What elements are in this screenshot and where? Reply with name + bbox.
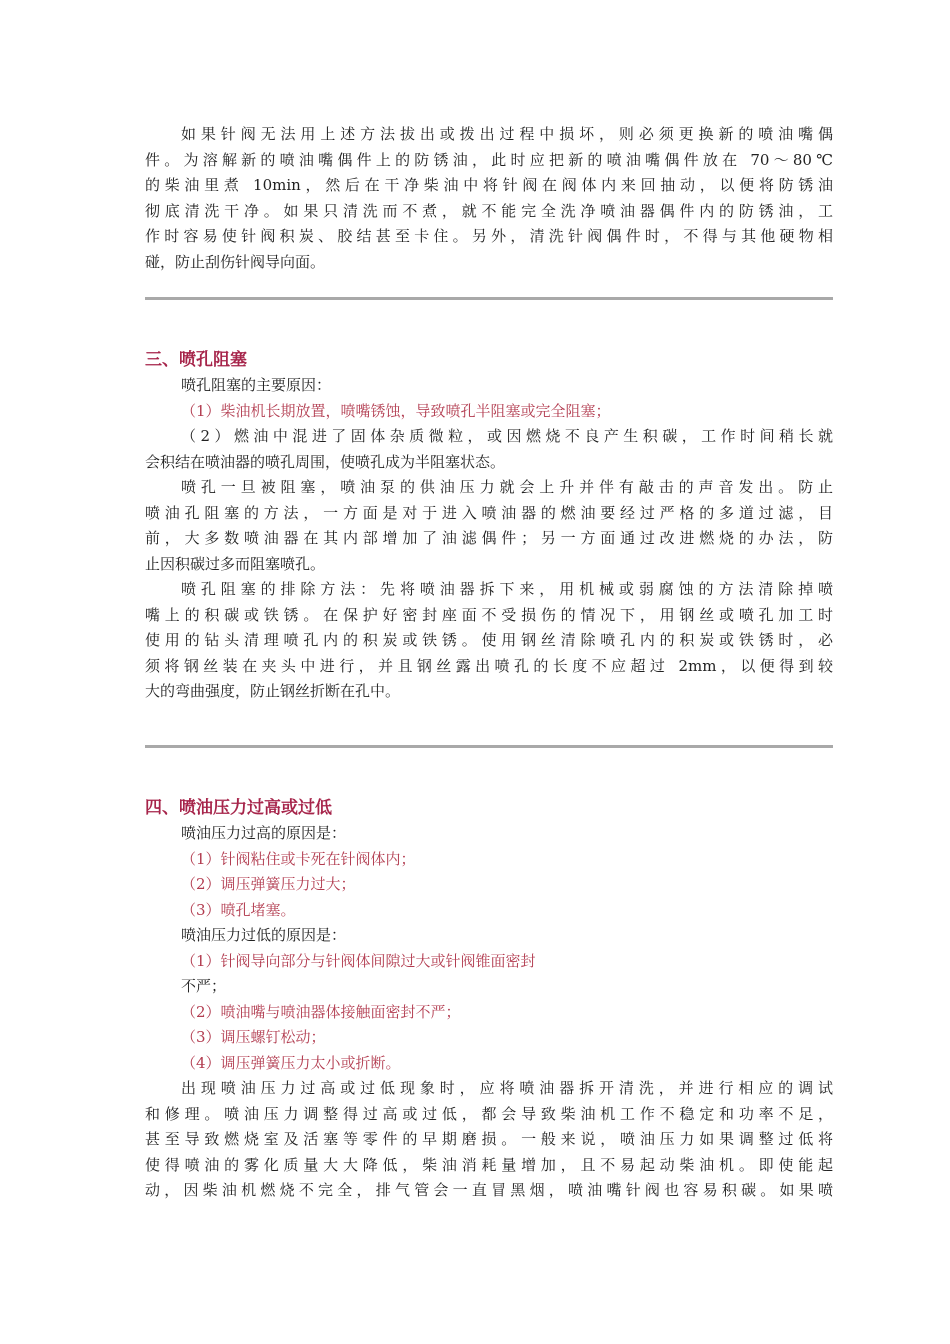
text-line: 前，大多数喷油器在其内部增加了油滤偶件；另一方面通过改进燃烧的办法，防 [145,529,833,547]
text-line: 动，因柴油机燃烧不完全，排气管会一直冒黑烟，喷油嘴针阀也容易积碳。如果喷 [145,1181,833,1199]
text-line: 止因积碳过多而阻塞喷孔。 [145,554,326,573]
section-heading: 三、喷孔阻塞 [145,350,247,370]
section-nozzle-blockage [145,347,833,705]
cause-item [145,424,833,450]
text-line: 彻底清洗干净。如果只清洗而不煮，就不能完全洗净喷油器偶件内的防锈油，工 [145,201,833,220]
cause-item: （1）针阀粘住或卡死在针阀体内； [181,849,416,868]
text-line: 喷孔一旦被阻塞，喷油泵的供油压力就会上升并伴有敲击的声音发出。防止 [181,478,833,496]
text-line: 使得喷油的雾化质量大大降低，柴油消耗量增加，且不易起动柴油机。即使能起 [145,1155,833,1174]
cause-text: （1）柴油机长期放置，喷嘴锈蚀，导致喷孔半阻塞或完全阻塞； [181,401,611,420]
text-line: 碰，防止刮伤针阀导向面。 [145,252,326,271]
cause-item: （1）针阀导向部分与针阀体间隙过大或针阀锥面密封 [181,951,536,970]
section-injection-pressure [145,795,833,1204]
text-line: 如果针阀无法用上述方法拔出或拨出过程中损坏，则必须更换新的喷油嘴偶 [181,125,833,143]
cause-item: （4）调压弹簧压力太小或折断。 [181,1053,401,1072]
text-line: 的柴油里煮 10min，然后在干净柴油中将针阀在阀体内来回抽动，以便将防锈油 [145,176,833,194]
text-line: 喷油压力过低的原因是： [181,926,347,944]
cause-item [145,399,833,425]
cause-item: （3）调压螺钉松动； [181,1028,326,1046]
paragraph-needle-valve [145,122,833,275]
text-line: 使用的钻头清理喷孔内的积炭或铁锈。使用钢丝清除喷孔内的积炭或铁锈时，必 [145,631,833,649]
text-line: 大的弯曲强度，防止钢丝折断在孔中。 [145,682,401,700]
cause-item: （3）喷孔堵塞。 [181,900,296,919]
section-heading: 四、喷油压力过高或过低 [145,798,332,818]
text-line: 会积结在喷油器的喷孔周围，使喷孔成为半阻塞状态。 [145,452,506,471]
text-line: 作时容易使针阀积炭、胶结甚至卡住。另外，清洗针阀偶件时，不得与其他硬物相 [145,227,833,245]
text-line: 嘴上的积碳或铁锈。在保护好密封座面不受损伤的情况下，用钢丝或喷孔加工时 [145,605,833,624]
text-line: 出现喷油压力过高或过低现象时，应将喷油器拆开清洗，并进行相应的调试 [181,1079,833,1097]
text-line: 喷油压力过高的原因是： [181,824,347,842]
cause-item: （2）调压弹簧压力过大； [181,875,356,893]
section-divider [145,745,833,748]
text-line: 喷孔阻塞的排除方法：先将喷油器拆下来，用机械或弱腐蚀的方法清除掉喷 [181,580,833,598]
section-divider [145,297,833,300]
text-line: 甚至导致燃烧室及活塞等零件的早期磨损。一般来说，喷油压力如果调整过低将 [145,1130,833,1148]
text-line: 件。为溶解新的喷油嘴偶件上的防锈油，此时应把新的喷油嘴偶件放在 70～80℃ [145,150,833,169]
text-line: 和修理。喷油压力调整得过高或过低，都会导致柴油机工作不稳定和功率不足， [145,1104,833,1123]
text-line: 不严； [181,977,227,995]
text-line: 喷孔阻塞的主要原因： [181,376,332,394]
cause-item: （2）喷油嘴与喷油器体接触面密封不严； [181,1002,461,1021]
text-line: 喷油孔阻塞的方法，一方面是对于进入喷油器的燃油要经过严格的多道过滤，目 [145,503,833,522]
text-line: 须将钢丝装在夹头中进行，并且钢丝露出喷孔的长度不应超过 2mm，以便得到较 [145,656,833,675]
cause-text: （2）燃油中混进了固体杂质微粒，或因燃烧不良产生积碳，工作时间稍长就 [181,427,833,445]
